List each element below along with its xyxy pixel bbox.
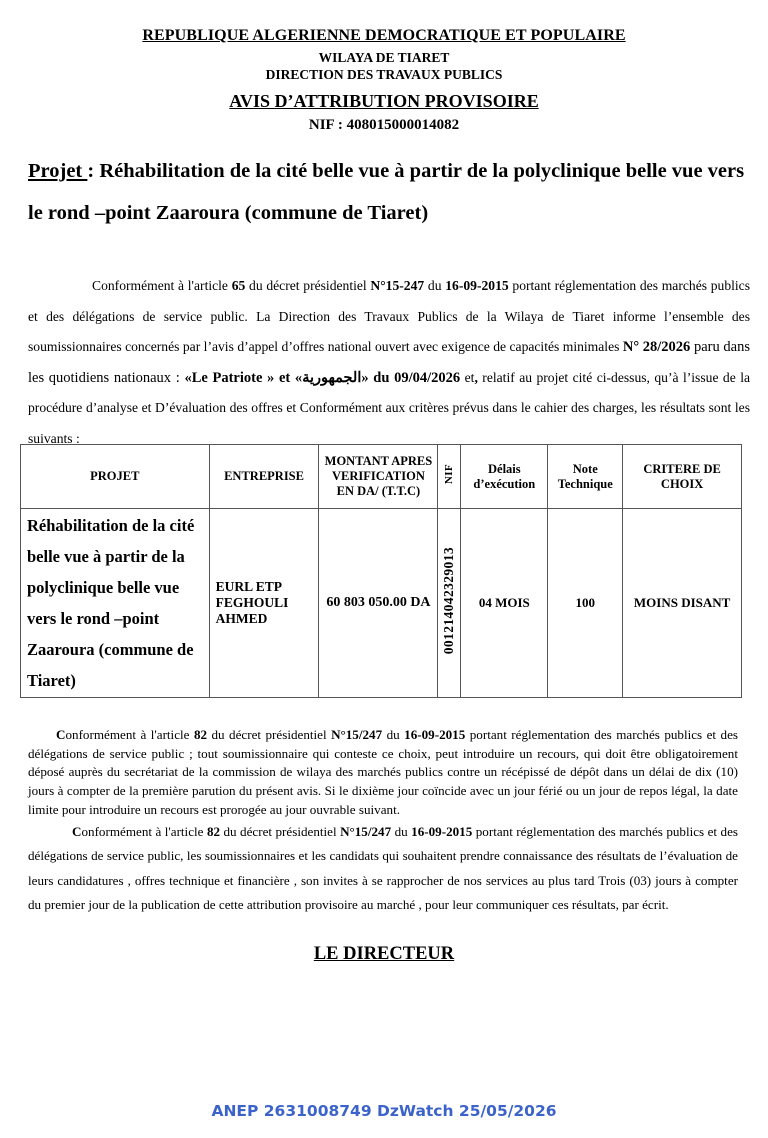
col-header-nif [438, 445, 461, 509]
wilaya-heading: WILAYA DE TIARET [318, 50, 450, 65]
para2-date: 16-09-2015 [404, 727, 466, 742]
project-label: Projet [28, 160, 88, 182]
footer-reference: ANEP 2631008749 DzWatch 25/05/2026 [211, 1102, 557, 1120]
para2-decree: N°15/247 [331, 727, 383, 742]
para3-text: portant réglementation des marchés publics et des délégations de service public, les soumissionnaires et les candidats qui souhaitent prendre connaissance des résultats de l’évaluation de leurs candidatures , offres technique et financière , son invites à se rapprocher de nos services au plus tard Trois (03) jours à compter du premier jour de la publication de cette attribution provisoire au marché , pour leur communiquer ces résultats, par écrit. [28, 824, 738, 912]
para3-date: 16-09-2015 [411, 824, 473, 839]
para2-initial: C [56, 727, 66, 742]
para1-text: du [424, 278, 446, 293]
table-header-row [21, 445, 742, 509]
para2-text: onformément à l'article [65, 727, 194, 742]
para2-text: portant réglementation des marchés publics et des délégations de service public ; tout soumissionnaire qui conteste ce choix, peut introduire un recours, qui doit être obligatoirement déposé auprès du secrétariat de la commission de wilaya des marchés publics contre un récépissé de dépôt dans un délai de dix (10) jours à compter de la première parution du présent avis. Si le dixième jour coïncide avec un jour férié ou un jour de repos légal, la date limite pour introduire un recours est prorogée au jour ouvrable suivant. [28, 727, 738, 817]
cell-entreprise: EURL ETP FEGHOULI AHMED [209, 509, 319, 698]
project-title [28, 150, 748, 234]
para1-text: Conformément à l'article [92, 278, 232, 293]
para3-text: du décret présidentiel [220, 824, 341, 839]
cell-projet: Réhabilitation de la cité belle vue à partir de la polyclinique belle vue vers le rond –point Zaaroura (commune de Tiaret) [21, 509, 210, 698]
direction-heading: DIRECTION DES TRAVAUX PUBLICS [265, 67, 503, 82]
para1-date: 16-09-2015 [445, 278, 509, 293]
nif-line: NIF : 408015000014082 [308, 117, 460, 133]
cell-note: 100 [548, 509, 623, 698]
col-header-projet: PROJET [21, 445, 210, 509]
results-table [20, 444, 742, 698]
para1-text: et [460, 369, 475, 385]
para3-text: du [391, 824, 412, 839]
para3-article: 82 [206, 824, 221, 839]
table-row [21, 509, 742, 698]
para3-text: onformément à l'article [81, 824, 207, 839]
para1-avis-number: N° 28/2026 [622, 339, 691, 355]
col-header-note: Note Technique [548, 445, 623, 509]
para1-comma: , [474, 369, 478, 385]
para1-text: relatif au projet cité ci-dessus, qu’à l’issue de la procédure d’analyse et D’évaluation des offres et Conformément aux critères prévus dans le cahier des charges, les résultats sont les suivants : [28, 369, 751, 446]
para3-decree: N°15/247 [340, 824, 392, 839]
para2-text: du [382, 727, 405, 742]
avis-title: AVIS D’ATTRIBUTION PROVISOIRE [229, 91, 539, 111]
para1-newspapers: «Le Patriote » et «الجمهورية» du 09/04/2026 [184, 369, 461, 386]
cell-delais: 04 MOIS [461, 509, 548, 698]
para1-text: portant réglementation des marchés publics et des délégations de service public. La Direction des Travaux Publics de la Wilaya de Tiaret informe l’ensemble des soumissionnaires concernés par l’avis d’appel d’offres national ouvert avec exigence de capacités minimales [28, 278, 751, 354]
cell-critere: MOINS DISANT [623, 509, 742, 698]
cell-nif [438, 509, 461, 698]
recours-paragraph [28, 726, 738, 820]
para2-text: du décret présidentiel [207, 727, 332, 742]
para1-text: du décret présidentiel [245, 278, 371, 293]
col-header-entreprise: ENTREPRISE [209, 445, 319, 509]
cell-nif-text: 001214042329013 [441, 547, 457, 655]
col-header-delais: Délais d’exécution [461, 445, 548, 509]
para1-article: 65 [231, 278, 246, 293]
republic-heading: REPUBLIQUE ALGERIENNE DEMOCRATIQUE ET POPULAIRE [142, 27, 626, 44]
para3-initial: C [72, 824, 82, 839]
intro-paragraph [28, 271, 750, 454]
col-header-critere: CRITERE DE CHOIX [623, 445, 742, 509]
cell-montant: 60 803 050.00 DA [319, 509, 438, 698]
para1-text: paru dans les quotidiens nationaux : [28, 339, 750, 386]
evaluation-paragraph [28, 820, 738, 917]
para1-decree: N°15-247 [370, 278, 425, 293]
col-header-montant: MONTANT APRES VERIFICATION EN DA/ (T.T.C) [319, 445, 438, 509]
project-text: : Réhabilitation de la cité belle vue à partir de la polyclinique belle vue vers le rond –point Zaaroura (commune de Tiaret) [28, 160, 745, 224]
col-header-nif-text: NIF [442, 464, 455, 485]
para2-article: 82 [193, 727, 208, 742]
signature-title: LE DIRECTEUR [313, 944, 455, 964]
